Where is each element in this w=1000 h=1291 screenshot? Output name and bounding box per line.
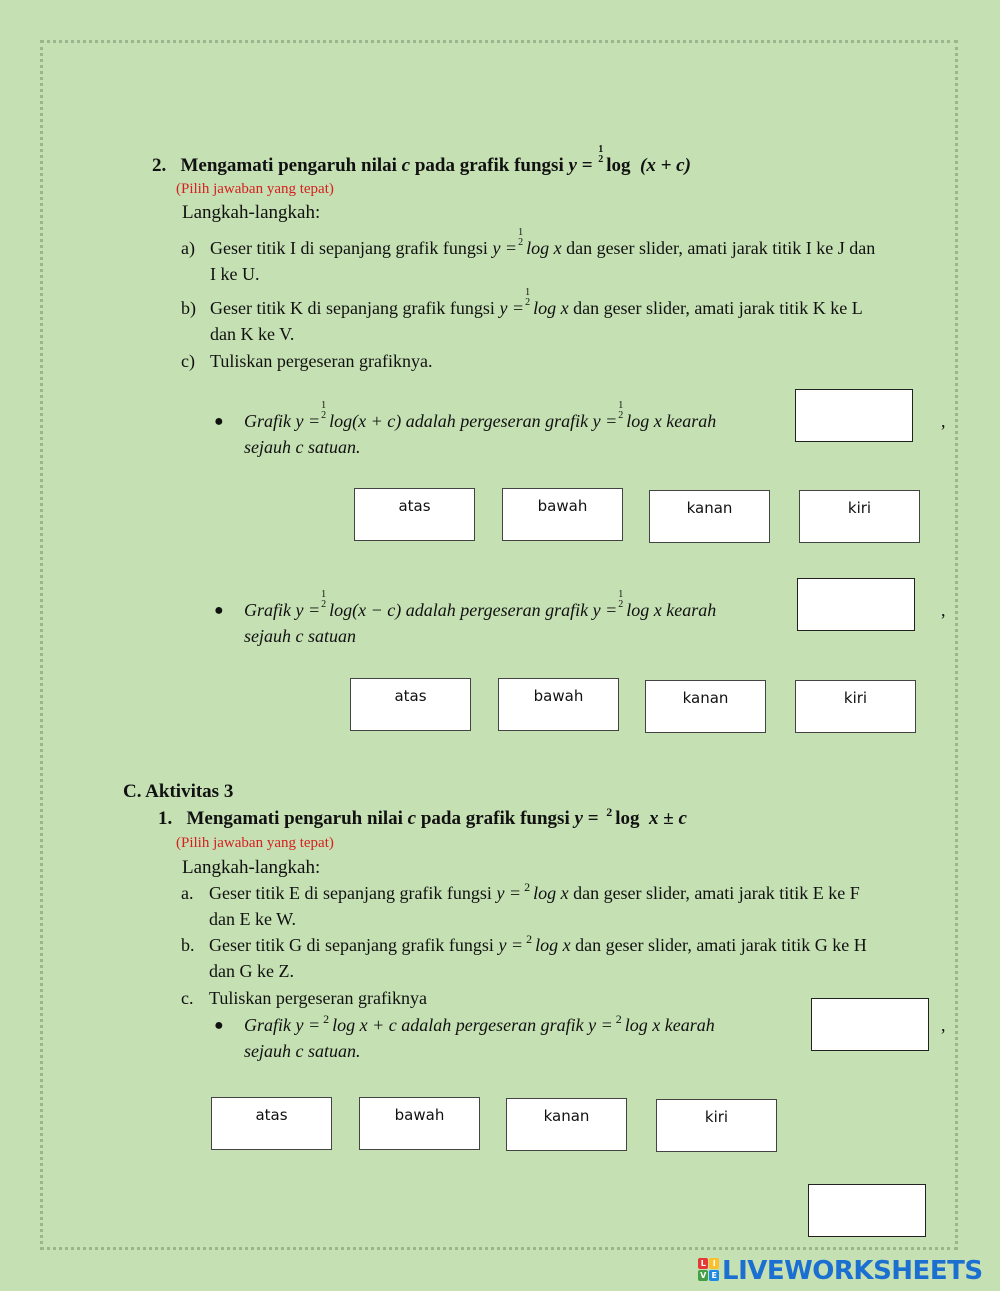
answer-drop-box-2[interactable] [797,578,915,631]
section2-title-func: y = [568,155,598,176]
option-atas-3[interactable]: atas [211,1097,332,1150]
section2-step-a-cont: I ke U. [210,264,260,284]
section2-bullet1-cont: sejauh c satuan. [244,437,361,457]
option-kanan-1[interactable]: kanan [649,490,770,543]
sectionC-instruction: (Pilih jawaban yang tepat) [176,835,334,851]
section2-step-b: Geser titik K di sepanjang grafik fungsi y = 1 2 log x dan geser slider, amati jarak titik K ke L [210,287,863,318]
section2-number: 2. [152,155,167,176]
section2-step-c: Tuliskan pergeseran grafiknya. [210,351,433,371]
section2-title-c: c [401,155,411,176]
option-atas-2[interactable]: atas [350,678,471,731]
option-atas-1[interactable]: atas [354,488,475,541]
section2-title-arg: (x + c) [640,155,691,176]
sectionC-step-b-marker: b. [181,935,195,955]
sectionC-bullet1-cont: sejauh c satuan. [244,1041,361,1061]
sectionC-step-a-marker: a. [181,883,194,903]
section2-title-text2: pada grafik fungsi [414,155,564,176]
sectionC-step-c: Tuliskan pergeseran grafiknya [209,988,427,1008]
section2-title-text: Mengamati pengaruh nilai [180,155,397,176]
bullet2-comma: , [941,600,946,620]
section2-bullet1: Grafik y = 1 2 log(x + c) adalah pergeseran grafik y = 1 2 log x kearah [244,400,717,431]
bullet1-comma: , [941,411,946,431]
section2-step-c-marker: c) [181,351,195,371]
sectionC-step-a-cont: dan E ke W. [209,909,296,929]
page-border [40,40,958,1250]
option-bawah-2[interactable]: bawah [498,678,619,731]
sectionC-bullet1-comma: , [941,1015,946,1035]
section2-title-base: 1 2 [598,144,604,165]
section2-bullet2-cont: sejauh c satuan [244,626,356,646]
option-kanan-3[interactable]: kanan [506,1098,627,1151]
sectionC-step-c-marker: c. [181,988,194,1008]
section2-step-a-marker: a) [181,238,195,258]
section2-step-b-marker: b) [181,298,196,318]
option-kiri-1[interactable]: kiri [799,490,920,543]
option-bawah-3[interactable]: bawah [359,1097,480,1150]
answer-drop-box-3[interactable] [811,998,929,1051]
sectionC-title: 1. Mengamati pengaruh nilai c pada grafik fungsi y = $^2$ log x ± c [158,805,687,829]
answer-drop-box-4[interactable] [808,1184,926,1237]
section2-steps-label: Langkah-langkah: [182,202,321,223]
logo-mark-icon: L I V E [698,1258,720,1282]
section2-instruction: (Pilih jawaban yang tepat) [176,181,334,197]
section2-title-log: log [606,155,631,176]
bullet-dot: ● [214,1017,224,1034]
sectionC-bullet1: Grafik y = $^2$ log x + c adalah pergeseran grafik y = $^2$ log x kearah [244,1012,715,1035]
section2-bullet2: Grafik y = 1 2 log(x − c) adalah pergeseran grafik y = 1 2 log x kearah [244,589,717,620]
sectionC-step-b-cont: dan G ke Z. [209,961,294,981]
sectionC-step-b: Geser titik G di sepanjang grafik fungsi y = $^2$ log x dan geser slider, amati jarak titik G ke H [209,932,867,955]
bullet-dot: ● [214,602,224,619]
option-kanan-2[interactable]: kanan [645,680,766,733]
section2-step-a: Geser titik I di sepanjang grafik fungsi y = 1 2 log x dan geser slider, amati jarak titik I ke J dan [210,227,876,258]
answer-drop-box-1[interactable] [795,389,913,442]
option-bawah-1[interactable]: bawah [502,488,623,541]
liveworksheets-logo [698,1256,983,1286]
option-kiri-3[interactable]: kiri [656,1099,777,1152]
logo-text: LIVEWORKSHEETS [722,1256,983,1286]
section2-title [152,144,691,177]
bullet-dot: ● [214,413,224,430]
sectionC-step-a: Geser titik E di sepanjang grafik fungsi y = $^2$ log x dan geser slider, amati jarak titik E ke F [209,880,860,903]
sectionC-steps-label: Langkah-langkah: [182,857,321,878]
sectionC-heading: C. Aktivitas 3 [123,781,234,802]
section2-step-b-cont: dan K ke V. [210,324,295,344]
option-kiri-2[interactable]: kiri [795,680,916,733]
